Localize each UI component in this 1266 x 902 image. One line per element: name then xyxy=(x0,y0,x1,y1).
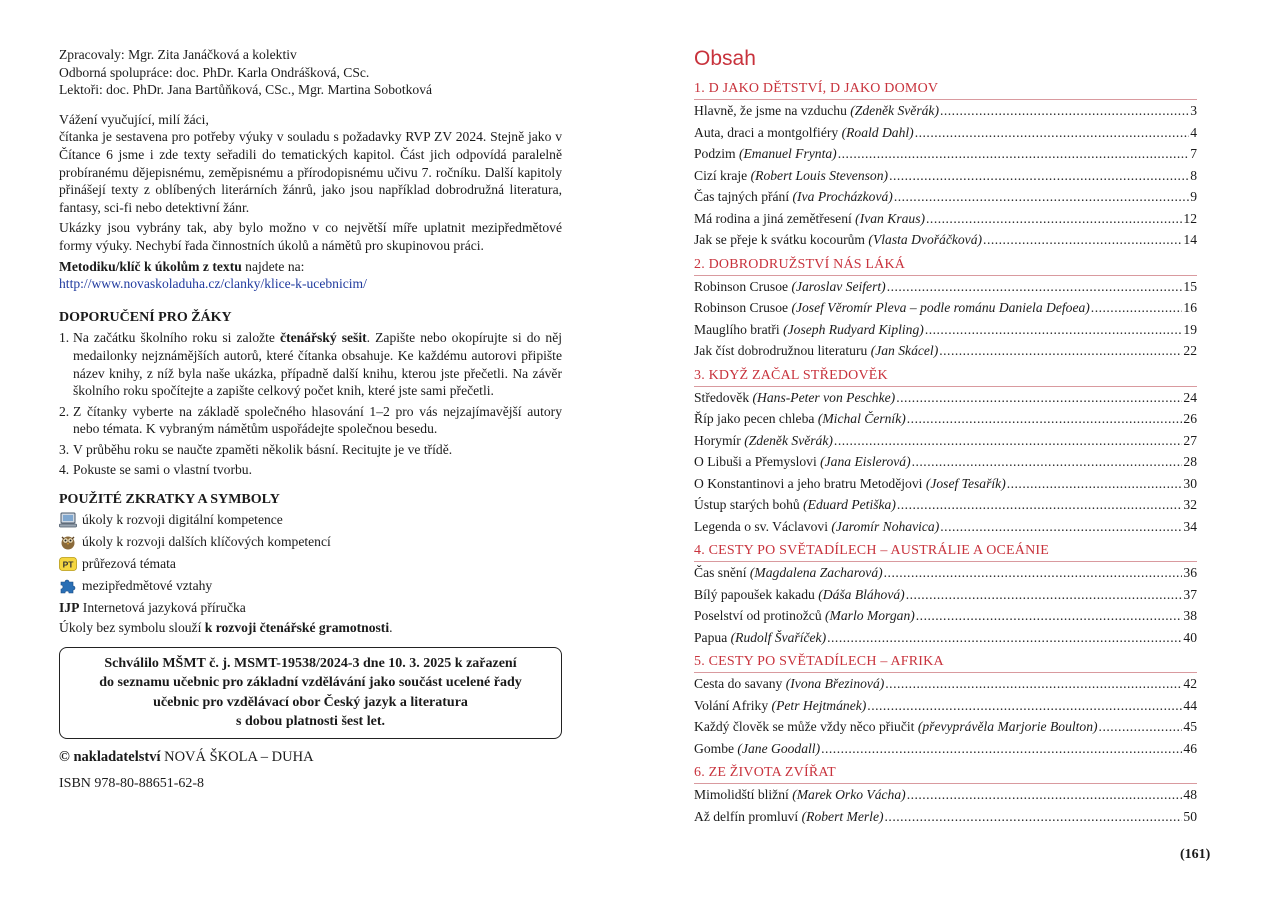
toc-entry-text: Čas snění xyxy=(694,565,750,580)
toc-entry[interactable] xyxy=(694,276,1197,298)
toc-leader-dots xyxy=(907,784,1183,806)
toc-leader-dots xyxy=(926,208,1182,230)
toc-page-number: 28 xyxy=(1183,454,1197,469)
toc-entry-author: (Hans-Peter von Peschke) xyxy=(752,389,896,405)
toc-page-number: 7 xyxy=(1190,146,1197,161)
toc-section xyxy=(694,653,1197,759)
toc-page-number: 34 xyxy=(1183,518,1197,534)
toc-entry-author: (Marlo Morgan) xyxy=(825,608,915,623)
symbol-text: úkoly k rozvoji digitální kompetence xyxy=(82,511,283,527)
toc-entry-title xyxy=(694,276,886,298)
toc-leader-dots xyxy=(827,627,1182,649)
metodika-bold: Metodiku/klíč k úkolům z textu xyxy=(59,258,242,274)
toc-entry-text: Hlavně, že jsme na vzduchu xyxy=(694,103,851,118)
toc-entry-title xyxy=(694,208,925,230)
toc-page-number: 48 xyxy=(1183,787,1197,802)
toc-entry-text: Jak se přeje k svátku kocourům xyxy=(694,232,869,247)
toc-leader-dots xyxy=(912,451,1183,473)
toc-entry-author: (Petr Hejtmánek) xyxy=(771,697,867,713)
toc-entry-author: (Magdalena Zacharová) xyxy=(749,565,883,580)
toc-entry[interactable] xyxy=(694,584,1197,606)
toc-section xyxy=(694,80,1197,251)
toc-entry-author: (Jaroslav Seifert) xyxy=(791,278,886,294)
approval-box xyxy=(59,647,562,739)
page-number: (161) xyxy=(1180,847,1211,862)
list-text: Z čítanky vyberte na základě společného hlasování 1–2 pro vás nejzajímavější autory nebo témata. K vybraným námětům uspořádejte společnou besedu. xyxy=(73,403,562,437)
toc-entry-author: (převyprávěla Marjorie Boulton) xyxy=(917,719,1098,734)
toc-leader-dots xyxy=(907,408,1183,430)
toc-entry[interactable] xyxy=(694,516,1197,538)
toc-leader-dots xyxy=(1007,473,1183,495)
toc-section xyxy=(694,542,1197,648)
ijp-text: Internetová jazyková příručka xyxy=(79,599,246,615)
toc-page-number: 37 xyxy=(1183,586,1197,602)
toc-page-number: 22 xyxy=(1183,343,1197,358)
toc-leader-dots xyxy=(983,229,1182,251)
toc-entry-author: (Jaromír Nohavica) xyxy=(831,518,940,534)
toc-entry-author: (Iva Procházková) xyxy=(792,189,893,204)
toc-entry[interactable] xyxy=(694,430,1197,452)
toc-entry-author: (Josef Tesařík) xyxy=(925,475,1006,491)
toc-entry-text: Cesta do savany xyxy=(694,676,786,691)
toc-entry[interactable] xyxy=(694,806,1197,828)
toc-entry[interactable] xyxy=(694,695,1197,717)
symbol-text: mezipředmětové vztahy xyxy=(82,577,213,593)
toc-page-number: 36 xyxy=(1183,565,1197,580)
toc-page-number: 45 xyxy=(1183,719,1197,734)
toc-entry-title xyxy=(694,319,924,341)
toc-entry-text: Robinson Crusoe xyxy=(694,300,792,315)
list-item xyxy=(59,329,562,399)
toc-entry-title xyxy=(694,165,888,187)
toc-entry-title xyxy=(694,584,905,606)
toc-section xyxy=(694,367,1197,538)
toc-section-title: 5. CESTY PO SVĚTADÍLECH – AFRIKA xyxy=(694,653,1197,673)
toc-entry-title xyxy=(694,627,826,649)
toc-entry[interactable] xyxy=(694,229,1197,251)
toc-entry-title xyxy=(694,186,893,208)
toc-entry-author: (Robert Merle) xyxy=(801,808,884,824)
toc-entry-author: (Ivona Březinová) xyxy=(785,676,885,691)
toc-leader-dots xyxy=(887,276,1183,298)
toc-entry-text: O Libuši a Přemyslovi xyxy=(694,454,821,469)
toc-entry[interactable] xyxy=(694,143,1197,165)
toc-entry-author: (Joseph Rudyard Kipling) xyxy=(783,321,924,337)
toc-entry[interactable] xyxy=(694,473,1197,495)
toc-page-number: 32 xyxy=(1183,497,1197,512)
toc-leader-dots xyxy=(915,122,1189,144)
toc-page-number: 4 xyxy=(1190,124,1197,140)
left-page xyxy=(59,46,562,793)
toc-entry[interactable] xyxy=(694,186,1197,208)
credit-line: Zpracovaly: Mgr. Zita Janáčková a kolektiv xyxy=(59,47,297,62)
toc-entry[interactable] xyxy=(694,494,1197,516)
toc-entry-title xyxy=(694,100,939,122)
toc-entry[interactable] xyxy=(694,562,1197,584)
toc-entry-text: Každý člověk se může vždy něco přiučit xyxy=(694,719,918,734)
toc-leader-dots xyxy=(940,516,1182,538)
toc-entry-text: Horymír xyxy=(694,432,745,448)
list-number: 3. xyxy=(59,441,70,457)
toc-entry-text: Jak číst dobrodružnou literaturu xyxy=(694,343,871,358)
toc-entry-text: Podzim xyxy=(694,146,739,161)
toc-entry[interactable] xyxy=(694,208,1197,230)
list-text: . Zapište nebo okopírujte si do něj medailonky nejznámějších autorů, které čítanka obsahuje. Ke každému autorovi připište název knihy, z níž byla naše ukázka, případně další knihu, kterou jste přečetli. Na závěr školního roku spočítejte a zapište celkový počet knih, které jste sami přečetli. xyxy=(73,330,563,399)
toc-leader-dots xyxy=(894,186,1189,208)
toc-leader-dots xyxy=(1091,297,1183,319)
toc-leader-dots xyxy=(867,695,1182,717)
toc-entry[interactable] xyxy=(694,627,1197,649)
toc-entry-text: Volání Afriky xyxy=(694,697,772,713)
toc-entry-title xyxy=(694,673,884,695)
toc-entry-title xyxy=(694,387,895,409)
list-text-bold: čtenářský sešit xyxy=(280,330,367,346)
toc-section xyxy=(694,256,1197,362)
toc-entry[interactable] xyxy=(694,738,1197,760)
toc-entry-author: (Vlasta Dvořáčková) xyxy=(868,232,983,247)
ijp-line xyxy=(59,599,562,617)
toc-leader-dots xyxy=(889,165,1189,187)
toc-entry-title xyxy=(694,738,820,760)
toc-entry-title xyxy=(694,516,939,538)
doporuceni-heading: DOPORUČENÍ PRO ŽÁKY xyxy=(59,309,232,325)
toc-leader-dots xyxy=(906,584,1183,606)
toc-leader-dots xyxy=(834,430,1182,452)
toc-entry-title xyxy=(694,605,915,627)
toc-page-number: 8 xyxy=(1190,167,1197,183)
toc-entry-text: Říp jako pecen chleba xyxy=(694,411,818,426)
toc-leader-dots xyxy=(925,319,1183,341)
toc-entry-text: Ústup starých bohů xyxy=(694,497,804,512)
toc-entry-text: O Konstantinovi a jeho bratru Metodějovi xyxy=(694,475,926,491)
ijp-abbr: IJP xyxy=(59,599,80,615)
toc-entry[interactable] xyxy=(694,605,1197,627)
toc-entry-title xyxy=(694,451,911,473)
toc-entry[interactable] xyxy=(694,340,1197,362)
toc-entry-author: (Marek Orko Vácha) xyxy=(792,787,906,802)
pt-badge-text: PT xyxy=(62,559,74,570)
toc-entry-title xyxy=(694,784,906,806)
toc-entry-author: (Jane Goodall) xyxy=(737,740,821,756)
toc-entry[interactable] xyxy=(694,716,1197,738)
metodika-rest: najdete na: xyxy=(241,258,305,274)
toc-entry[interactable] xyxy=(694,100,1197,122)
toc-page-number: 42 xyxy=(1183,676,1197,691)
toc-entry-title xyxy=(694,695,866,717)
toc-page-number: 40 xyxy=(1183,629,1197,645)
toc-entry-author: (Josef Věromír Pleva – podle románu Daniela Defoea) xyxy=(791,300,1090,315)
toc-entry[interactable] xyxy=(694,408,1197,430)
toc-entry-author: (Zdeněk Svěrák) xyxy=(744,432,833,448)
copyright-symbol: © nakladatelství xyxy=(59,748,161,765)
toc-entry[interactable] xyxy=(694,387,1197,409)
toc-leader-dots xyxy=(838,143,1189,165)
list-number: 4. xyxy=(59,462,70,478)
toc-entry-author: (Rudolf Švaříček) xyxy=(730,629,827,645)
toc-entry-text: Mimolidští bližní xyxy=(694,787,793,802)
toc-section xyxy=(694,764,1197,827)
ukoly-text: . xyxy=(389,620,393,636)
toc-entry[interactable] xyxy=(694,784,1197,806)
toc-page-number: 15 xyxy=(1183,278,1197,294)
ukoly-line xyxy=(59,619,562,637)
list-text: Pokuste se sami o vlastní tvorbu. xyxy=(73,462,252,478)
toc-page-number: 14 xyxy=(1183,232,1197,247)
toc-leader-dots xyxy=(939,340,1182,362)
toc-page-number: 3 xyxy=(1190,103,1197,118)
toc-entry-author: (Robert Louis Stevenson) xyxy=(750,167,889,183)
toc-entry-text: Gombe xyxy=(694,740,738,756)
toc-leader-dots xyxy=(884,562,1183,584)
toc-page-number: 26 xyxy=(1183,411,1197,426)
toc-entry-text: Cizí kraje xyxy=(694,167,751,183)
toc-entry-author: (Roald Dahl) xyxy=(841,124,914,140)
toc-entry-title xyxy=(694,122,914,144)
toc-page-number: 30 xyxy=(1183,475,1197,491)
toc-leader-dots xyxy=(1099,716,1183,738)
toc-entry-text: Auta, draci a montgolfiéry xyxy=(694,124,842,140)
toc-entry-title xyxy=(694,473,1006,495)
list-item xyxy=(59,403,562,438)
approval-line: učebnic pro vzdělávací obor Český jazyk a literatura xyxy=(153,694,468,710)
toc-title: Obsah xyxy=(694,47,756,70)
toc-page-number: 38 xyxy=(1183,608,1197,623)
toc-entry-text: Papua xyxy=(694,629,731,645)
toc-leader-dots xyxy=(885,806,1183,828)
toc-entry-title xyxy=(694,716,1098,738)
zkratky-heading: POUŽITÉ ZKRATKY A SYMBOLY xyxy=(59,492,280,508)
toc-page-number: 16 xyxy=(1183,300,1197,315)
list-item xyxy=(59,441,562,459)
toc-page-number: 9 xyxy=(1190,189,1197,204)
toc-entry-author: (Dáša Bláhová) xyxy=(818,586,905,602)
toc-leader-dots xyxy=(940,100,1189,122)
puzzle-icon xyxy=(59,578,77,594)
toc-entry[interactable] xyxy=(694,451,1197,473)
toc-section-title: 6. ZE ŽIVOTA ZVÍŘAT xyxy=(694,764,1197,784)
symbol-row xyxy=(59,531,562,553)
table-of-contents xyxy=(694,80,1197,827)
toc-entry-title xyxy=(694,297,1090,319)
url-link[interactable]: http://www.novaskoladuha.cz/clanky/klice-k-ucebnicim/ xyxy=(59,276,367,292)
toc-page-number: 12 xyxy=(1183,210,1197,226)
toc-entry[interactable] xyxy=(694,122,1197,144)
symbol-text: průřezová témata xyxy=(82,555,176,571)
toc-section-title: 4. CESTY PO SVĚTADÍLECH – AUSTRÁLIE A OCEÁNIE xyxy=(694,542,1197,562)
toc-leader-dots xyxy=(821,738,1182,760)
toc-entry-title xyxy=(694,430,833,452)
toc-entry-text: Středověk xyxy=(694,389,753,405)
toc-entry-text: Bílý papoušek kakadu xyxy=(694,586,819,602)
owl-icon xyxy=(59,534,77,550)
toc-entry-text: Robinson Crusoe xyxy=(694,278,792,294)
credit-line: Lektoři: doc. PhDr. Jana Bartůňková, CSc., Mgr. Martina Sobotková xyxy=(59,82,433,98)
list-item xyxy=(59,461,562,479)
toc-entry-title xyxy=(694,494,896,516)
copyright-publisher: NOVÁ ŠKOLA – DUHA xyxy=(160,748,314,765)
greeting: Vážení vyučující, milí žáci, xyxy=(59,111,209,127)
toc-leader-dots xyxy=(896,387,1182,409)
approval-line: do seznamu učebnic pro základní vzdělávání jako součást ucelené řady xyxy=(99,675,522,691)
toc-entry[interactable] xyxy=(694,165,1197,187)
toc-entry-author: (Jan Skácel) xyxy=(870,343,939,358)
toc-entry-text: Legenda o sv. Václavovi xyxy=(694,518,832,534)
ukoly-bold: k rozvoji čtenářské gramotnosti xyxy=(204,620,390,636)
toc-entry-title xyxy=(694,229,982,251)
toc-entry-text: Má rodina a jiná zemětřesení xyxy=(694,210,856,226)
toc-entry-text: Až delfín promluví xyxy=(694,808,802,824)
symbol-row xyxy=(59,553,562,575)
computer-icon xyxy=(59,512,77,528)
toc-entry-title xyxy=(694,143,837,165)
toc-entry-author: (Ivan Kraus) xyxy=(855,210,926,226)
toc-section-title: 2. DOBRODRUŽSTVÍ NÁS LÁKÁ xyxy=(694,256,1197,276)
toc-entry-title xyxy=(694,408,906,430)
toc-entry[interactable] xyxy=(694,297,1197,319)
toc-page-number: 19 xyxy=(1183,321,1197,337)
toc-section-title: 3. KDYŽ ZAČAL STŘEDOVĚK xyxy=(694,367,1197,387)
pt-badge-icon xyxy=(59,556,77,572)
approval-line: s dobou platnosti šest let. xyxy=(236,714,385,730)
copyright xyxy=(59,749,562,767)
toc-entry-title xyxy=(694,562,883,584)
ukoly-text: Úkoly bez symbolu slouží xyxy=(59,620,205,636)
symbol-text: úkoly k rozvoji dalších klíčových kompetencí xyxy=(82,533,331,549)
toc-entry-author: (Emanuel Frynta) xyxy=(738,146,837,161)
credit-line: Odborná spolupráce: doc. PhDr. Karla Ondrášková, CSc. xyxy=(59,64,370,80)
toc-entry[interactable] xyxy=(694,673,1197,695)
toc-entry-author: (Michal Černík) xyxy=(817,411,906,426)
toc-entry-text: Poselství od protinožců xyxy=(694,608,826,623)
toc-page-number: 46 xyxy=(1183,740,1197,756)
intro-paragraph: Ukázky jsou vybrány tak, aby bylo možno v co největší míře uplatnit mezipředmětové formy výuky. Nechybí řada činnostních úkolů a námětů pro skupinovou práci. xyxy=(59,220,562,253)
toc-section-title: 1. D JAKO DĚTSTVÍ, D JAKO DOMOV xyxy=(694,80,1197,100)
toc-entry-title xyxy=(694,806,884,828)
toc-entry-title xyxy=(694,340,938,362)
toc-entry-author: (Zdeněk Svěrák) xyxy=(850,103,939,118)
list-number: 2. xyxy=(59,403,70,419)
toc-entry-author: (Eduard Petiška) xyxy=(803,497,896,512)
list-text: V průběhu roku se naučte zpaměti několik básní. Recitujte je ve třídě. xyxy=(73,441,453,457)
toc-page-number: 24 xyxy=(1183,389,1197,405)
metodika-line xyxy=(59,258,562,276)
doporuceni-list xyxy=(59,329,562,479)
toc-entry-author: (Jana Eislerová) xyxy=(820,454,911,469)
symbol-row xyxy=(59,509,562,531)
toc-entry-text: Mauglího bratři xyxy=(694,321,784,337)
symbol-row xyxy=(59,575,562,597)
toc-entry-text: Čas tajných přání xyxy=(694,189,793,204)
toc-leader-dots xyxy=(897,494,1183,516)
list-number: 1. xyxy=(59,330,70,346)
toc-page-number: 27 xyxy=(1183,432,1197,448)
toc-entry[interactable] xyxy=(694,319,1197,341)
toc-page-number: 50 xyxy=(1183,808,1197,824)
right-page xyxy=(694,46,1197,827)
toc-leader-dots xyxy=(916,605,1183,627)
toc-page-number: 44 xyxy=(1183,697,1197,713)
intro-paragraph: čítanka je sestavena pro potřeby výuky v souladu s požadavky RVP ZV 2024. Stejně jako v Čítance 6 jsme i zde texty seřadili do tematických kapitol. Část jich odpovídá paralelně probíranému dějepisnému, zeměpisnému a přírodopisnému učivu 7. ročníku. Další kapitoly přinášejí texty z oblíbených literárních žánrů, jako jsou například dobrodružná literatura, fantasy, sci-fi nebo detektivní žánr. xyxy=(59,129,562,215)
toc-leader-dots xyxy=(885,673,1182,695)
approval-line: Schválilo MŠMT č. j. MSMT-19538/2024-3 dne 10. 3. 2025 k zařazení xyxy=(104,655,517,671)
isbn: ISBN 978-80-88651-62-8 xyxy=(59,776,205,792)
list-text: Na začátku školního roku si založte xyxy=(73,330,281,346)
